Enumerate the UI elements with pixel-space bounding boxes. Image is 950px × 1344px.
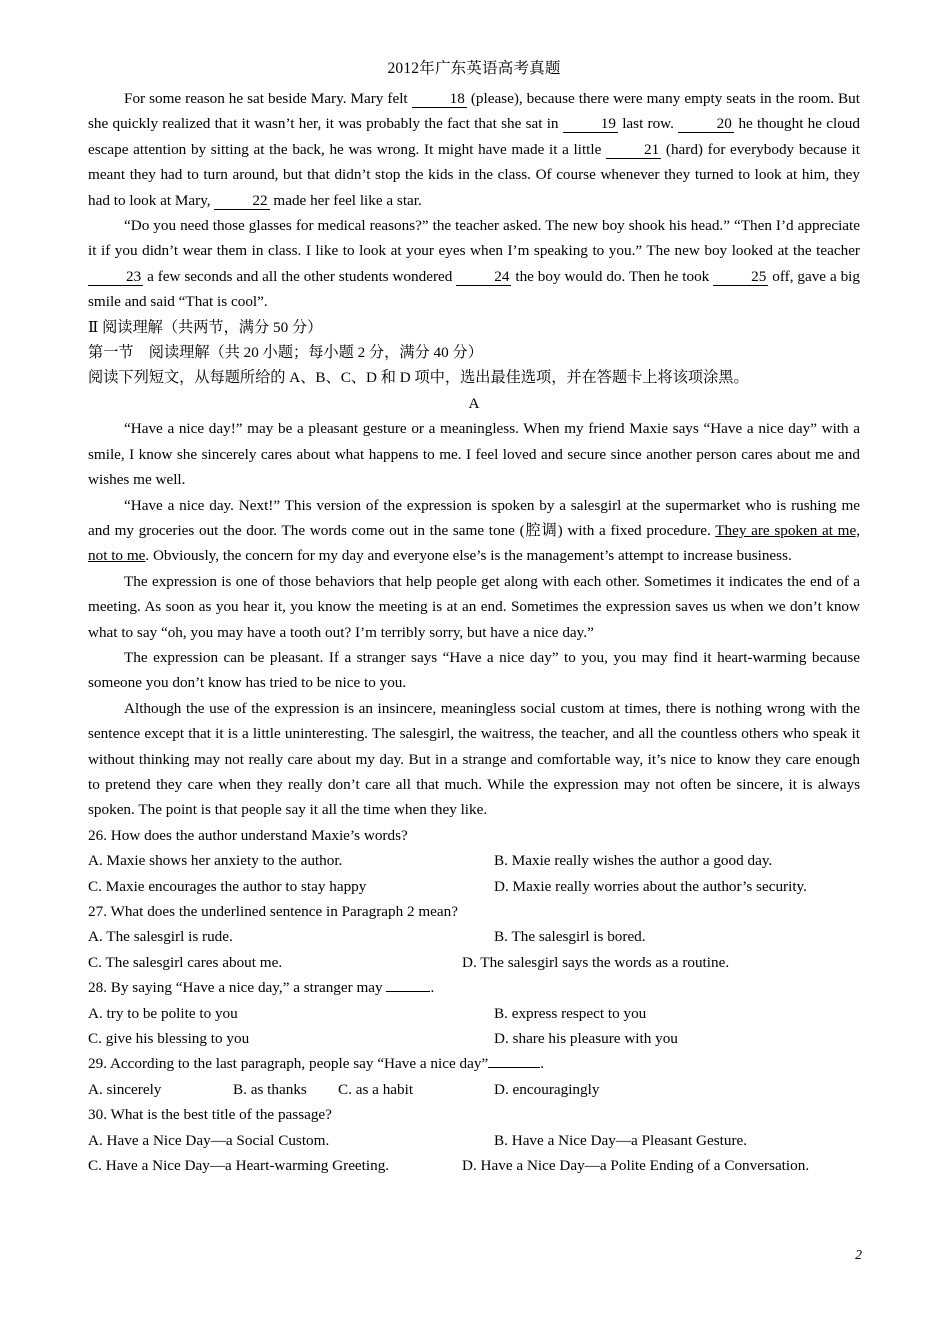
question-27-stem: 27. What does the underlined sentence in Paragraph 2 mean? bbox=[88, 902, 458, 920]
question-29-options-row-1 bbox=[88, 1077, 860, 1102]
question-30-options-row-2 bbox=[88, 1153, 860, 1178]
reading-text-segment: “Have a nice day. Next!” This version of the expression is spoken by a salesgirl at the supermarket who is rushing me and my groceries out the door. The words come out in the same tone (腔调) with a fixed procedure. bbox=[88, 496, 860, 539]
question-30-option-c[interactable]: C. Have a Nice Day—a Heart-warming Greeting. bbox=[88, 1156, 390, 1174]
cloze-blank-18[interactable]: 18 bbox=[412, 90, 467, 108]
cloze-blank-23[interactable]: 23 bbox=[88, 268, 143, 286]
cloze-text-segment: he thought he cloud escape attention by sitting at the back, he was wrong. It might have made it a little bbox=[88, 115, 860, 158]
section-header-part2: Ⅱ 阅读理解（共两节，满分 50 分） bbox=[88, 318, 323, 336]
cloze-text-segment: a few seconds and all the other students wondered bbox=[143, 267, 457, 285]
question-26-options-row-1 bbox=[88, 848, 860, 873]
question-30-options-row-1 bbox=[88, 1128, 860, 1153]
question-28-option-b[interactable]: B. express respect to you bbox=[494, 1004, 647, 1022]
cloze-blank-20[interactable]: 20 bbox=[678, 115, 734, 133]
question-28-options-row-1 bbox=[88, 1001, 860, 1026]
section-header-section1: 第一节 阅读理解（共 20 小题；每小题 2 分，满分 40 分） bbox=[88, 344, 483, 362]
page-title: 2012年广东英语高考真题 bbox=[387, 60, 561, 77]
question-28-option-a[interactable]: A. try to be polite to you bbox=[88, 1004, 238, 1022]
question-26-stem: 26. How does the author understand Maxie’s words? bbox=[88, 826, 408, 844]
cloze-text-segment: “Do you need those glasses for medical reasons?” the teacher asked. The new boy shook his head.” “Then I’d appreciate it if you didn’t wear them in class. I like to look at your eyes when I’m speaking to you.” The new boy looked at the teacher bbox=[88, 217, 860, 260]
question-28-stem-text: 28. By saying “Have a nice day,” a stranger may bbox=[88, 979, 387, 997]
question-29-option-c[interactable]: C. as a habit bbox=[338, 1080, 414, 1098]
reading-paragraph-2 bbox=[88, 493, 860, 569]
question-26-option-c[interactable]: C. Maxie encourages the author to stay happy bbox=[88, 877, 367, 895]
question-26-option-b[interactable]: B. Maxie really wishes the author a good day. bbox=[494, 852, 773, 870]
question-29-answer-blank[interactable] bbox=[488, 1067, 540, 1068]
cloze-blank-24[interactable]: 24 bbox=[456, 268, 511, 286]
cloze-blank-19[interactable]: 19 bbox=[563, 115, 618, 133]
question-29-option-b[interactable]: B. as thanks bbox=[233, 1080, 307, 1098]
cloze-blank-25[interactable]: 25 bbox=[713, 268, 768, 286]
cloze-text-segment: (hard) for everybody because it meant they had to turn around, but that didn’t stop the kids in the class. Of course whenever they turned to look at him, they had to look at Mary, bbox=[88, 140, 860, 209]
cloze-blank-21[interactable]: 21 bbox=[606, 141, 661, 159]
question-28-answer-blank[interactable] bbox=[386, 991, 430, 992]
reading-text-segment: . Obviously, the concern for my day and everyone else’s is the management’s attempt to increase business. bbox=[145, 547, 792, 565]
underlined-sentence: They are spoken at me, not to me bbox=[88, 521, 860, 565]
cloze-paragraph-2 bbox=[88, 213, 860, 315]
page-content bbox=[88, 58, 860, 1178]
question-29-stem-period: . bbox=[540, 1055, 544, 1073]
question-27-option-b[interactable]: B. The salesgirl is bored. bbox=[494, 928, 646, 946]
question-28-stem bbox=[88, 975, 860, 1000]
reading-paragraph-3: The expression is one of those behaviors that help people get along with each other. Sometimes it indicates the end of a meeting. As soon as you hear it, you know the meeting is at an end. Sometimes the expression saves us when we don’t know what to say “oh, you may have a tooth out? I’m terribly sorry, but have a nice day.” bbox=[88, 572, 860, 641]
question-28-options-row-2 bbox=[88, 1026, 860, 1051]
question-27-option-d[interactable]: D. The salesgirl says the words as a routine. bbox=[462, 953, 730, 971]
question-26-option-d[interactable]: D. Maxie really worries about the author’s security. bbox=[494, 877, 807, 895]
question-30-stem: 30. What is the best title of the passage? bbox=[88, 1106, 332, 1124]
page-number: 2 bbox=[855, 1247, 862, 1262]
question-30-option-d[interactable]: D. Have a Nice Day—a Polite Ending of a Conversation. bbox=[462, 1156, 810, 1174]
question-29-option-a[interactable]: A. sincerely bbox=[88, 1080, 162, 1098]
passage-label-a: A bbox=[468, 394, 480, 412]
question-29-option-d[interactable]: D. encouragingly bbox=[494, 1080, 600, 1098]
cloze-text-segment: (please), because there were many empty seats in the room. But she quickly realized that it wasn’t her, it was probably the fact that she sat in bbox=[88, 90, 860, 133]
reading-paragraph-1: “Have a nice day!” may be a pleasant gesture or a meaningless. When my friend Maxie says “Have a nice day” with a smile, I know she sincerely cares about what happens to me. I feel loved and secure since another person cares about me and wishes me well. bbox=[88, 420, 860, 489]
reading-paragraph-5: Although the use of the expression is an insincere, meaningless social custom at times, there is nothing wrong with the sentence except that it is a little uninteresting. The salesgirl, the waitress, the teacher, and all the countless others who speak it without thinking may not really care about my day. But in a strange and comfortable way, it’s nice to know they care enough to pretend they care when they really don’t care all that much. While the expression may not often be sincere, it is always spoken. The point is that people say it all the time when they like. bbox=[88, 699, 860, 819]
section-instruction: 阅读下列短文，从每题所给的 A、B、C、D 和 D 项中，选出最佳选项，并在答题卡上将该项涂黑。 bbox=[88, 369, 749, 387]
question-27-option-a[interactable]: A. The salesgirl is rude. bbox=[88, 928, 233, 946]
question-29-stem-text: 29. According to the last paragraph, people say “Have a nice day” bbox=[88, 1055, 489, 1073]
question-28-stem-period: . bbox=[430, 979, 435, 997]
question-30-option-b[interactable]: B. Have a Nice Day—a Pleasant Gesture. bbox=[494, 1131, 748, 1149]
cloze-text-segment: the boy would do. Then he took bbox=[511, 267, 714, 285]
cloze-blank-22[interactable]: 22 bbox=[214, 192, 269, 210]
question-28-option-c[interactable]: C. give his blessing to you bbox=[88, 1029, 250, 1047]
reading-paragraph-4: The expression can be pleasant. If a stranger says “Have a nice day” to you, you may find it heart-warming because someone you don’t know has tried to be nice to you. bbox=[88, 648, 860, 692]
question-28-option-d[interactable]: D. share his pleasure with you bbox=[494, 1029, 678, 1047]
cloze-text-segment: made her feel like a star. bbox=[269, 191, 422, 209]
question-26-options-row-2 bbox=[88, 874, 860, 899]
cloze-text-segment: last row. bbox=[617, 115, 679, 133]
cloze-text-segment: off, gave a big smile and said “That is cool”. bbox=[88, 267, 860, 311]
question-27-options-row-2 bbox=[88, 950, 860, 975]
question-30-option-a[interactable]: A. Have a Nice Day—a Social Custom. bbox=[88, 1131, 330, 1149]
cloze-paragraph-1 bbox=[88, 86, 860, 213]
question-29-stem bbox=[88, 1051, 860, 1076]
question-27-options-row-1 bbox=[88, 924, 860, 949]
cloze-text-segment: For some reason he sat beside Mary. Mary felt bbox=[124, 90, 412, 107]
question-27-option-c[interactable]: C. The salesgirl cares about me. bbox=[88, 953, 283, 971]
question-26-option-a[interactable]: A. Maxie shows her anxiety to the author. bbox=[88, 852, 343, 870]
